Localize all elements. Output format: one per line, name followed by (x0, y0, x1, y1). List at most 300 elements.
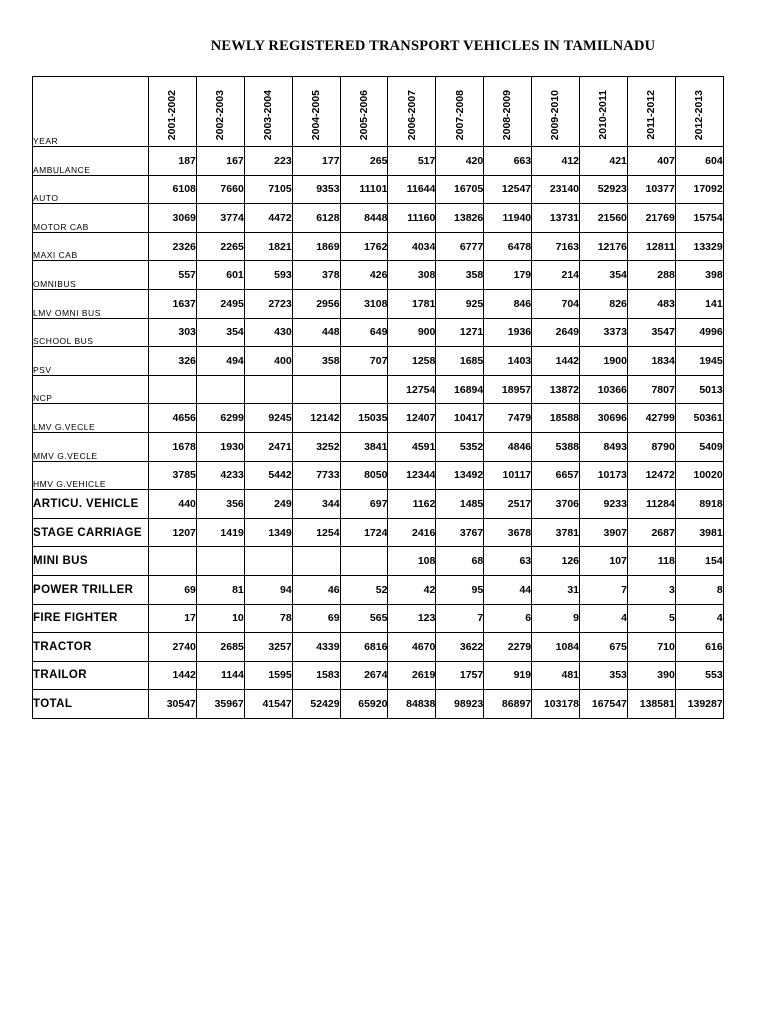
table-cell: 52429 (292, 690, 340, 719)
row-label: AUTO (33, 175, 149, 204)
table-cell: 1583 (292, 661, 340, 690)
table-cell: 107 (580, 547, 628, 576)
table-cell: 353 (580, 661, 628, 690)
year-column-label: 2006-2007 (405, 89, 418, 140)
table-cell (196, 547, 244, 576)
table-cell: 138581 (627, 690, 675, 719)
row-label: TOTAL (33, 690, 149, 719)
table-cell: 4846 (484, 432, 532, 461)
table-cell: 154 (675, 547, 723, 576)
table-cell: 223 (244, 147, 292, 176)
table-cell: 17092 (675, 175, 723, 204)
table-cell: 249 (244, 490, 292, 519)
table-cell: 398 (675, 261, 723, 290)
table-cell: 12811 (627, 232, 675, 261)
table-cell: 10417 (436, 404, 484, 433)
table-cell: 1900 (580, 347, 628, 376)
table-cell: 1781 (388, 289, 436, 318)
table-cell: 2740 (149, 633, 197, 662)
table-cell: 3547 (627, 318, 675, 347)
table-cell: 2517 (484, 490, 532, 519)
table-cell: 5442 (244, 461, 292, 490)
table-row (33, 432, 724, 461)
table-cell: 46 (292, 575, 340, 604)
table-cell: 12547 (484, 175, 532, 204)
table-cell: 16705 (436, 175, 484, 204)
table-cell: 4233 (196, 461, 244, 490)
table-cell: 69 (149, 575, 197, 604)
table-cell: 494 (196, 347, 244, 376)
table-cell: 17 (149, 604, 197, 633)
table-cell: 4472 (244, 204, 292, 233)
table-cell: 3252 (292, 432, 340, 461)
year-column-label: 2007-2008 (453, 89, 466, 140)
table-row (33, 347, 724, 376)
table-cell: 3622 (436, 633, 484, 662)
table-cell: 9245 (244, 404, 292, 433)
table-cell: 5013 (675, 375, 723, 404)
row-label: SCHOOL BUS (33, 318, 149, 347)
table-row (33, 147, 724, 176)
table-cell: 7105 (244, 175, 292, 204)
table-cell: 86897 (484, 690, 532, 719)
table-cell: 2956 (292, 289, 340, 318)
table-cell: 3774 (196, 204, 244, 233)
table-cell: 84838 (388, 690, 436, 719)
table-cell: 3785 (149, 461, 197, 490)
table-cell: 675 (580, 633, 628, 662)
table-cell: 179 (484, 261, 532, 290)
table-cell: 4670 (388, 633, 436, 662)
table-cell: 13492 (436, 461, 484, 490)
table-cell: 52 (340, 575, 388, 604)
table-cell: 42 (388, 575, 436, 604)
table-cell: 7733 (292, 461, 340, 490)
table-row (33, 175, 724, 204)
table-cell: 604 (675, 147, 723, 176)
table-cell: 21769 (627, 204, 675, 233)
table-cell: 3069 (149, 204, 197, 233)
row-label: MOTOR CAB (33, 204, 149, 233)
table-cell: 1821 (244, 232, 292, 261)
table-cell: 707 (340, 347, 388, 376)
table-cell: 601 (196, 261, 244, 290)
table-cell: 2687 (627, 518, 675, 547)
table-cell: 11101 (340, 175, 388, 204)
table-cell: 7479 (484, 404, 532, 433)
row-label: POWER TRILLER (33, 575, 149, 604)
table-cell: 925 (436, 289, 484, 318)
table-cell: 6478 (484, 232, 532, 261)
table-cell: 354 (196, 318, 244, 347)
table-cell: 308 (388, 261, 436, 290)
table-cell: 483 (627, 289, 675, 318)
table-cell (149, 375, 197, 404)
table-cell: 50361 (675, 404, 723, 433)
table-row (33, 261, 724, 290)
table-cell: 7 (580, 575, 628, 604)
table-cell: 1442 (532, 347, 580, 376)
table-cell: 6 (484, 604, 532, 633)
row-label: HMV G.VEHICLE (33, 461, 149, 490)
registration-table (32, 76, 724, 719)
table-cell: 4996 (675, 318, 723, 347)
year-column-label: 2009-2010 (549, 89, 562, 140)
table-cell: 98923 (436, 690, 484, 719)
table-cell: 9 (532, 604, 580, 633)
table-cell: 23140 (532, 175, 580, 204)
table-cell: 1834 (627, 347, 675, 376)
table-cell: 2279 (484, 633, 532, 662)
table-cell: 900 (388, 318, 436, 347)
table-cell: 12142 (292, 404, 340, 433)
table-row (33, 604, 724, 633)
table-cell: 65920 (340, 690, 388, 719)
table-cell: 10117 (484, 461, 532, 490)
table-cell: 326 (149, 347, 197, 376)
table-row (33, 318, 724, 347)
row-label: MAXI CAB (33, 232, 149, 261)
row-label: ARTICU. VEHICLE (33, 490, 149, 519)
year-column-label: 2008-2009 (501, 89, 514, 140)
row-label: TRAILOR (33, 661, 149, 690)
table-cell: 118 (627, 547, 675, 576)
year-column-header (580, 77, 628, 147)
table-cell (292, 375, 340, 404)
table-cell: 18588 (532, 404, 580, 433)
table-cell: 390 (627, 661, 675, 690)
table-cell: 13826 (436, 204, 484, 233)
table-cell: 440 (149, 490, 197, 519)
table-cell: 69 (292, 604, 340, 633)
year-column-label: 2011-2012 (645, 90, 658, 140)
table-cell: 12344 (388, 461, 436, 490)
table-cell: 1678 (149, 432, 197, 461)
table-cell: 41547 (244, 690, 292, 719)
table-cell: 11644 (388, 175, 436, 204)
table-cell: 3373 (580, 318, 628, 347)
table-cell: 42799 (627, 404, 675, 433)
table-cell: 167 (196, 147, 244, 176)
table-cell: 16894 (436, 375, 484, 404)
table-cell: 358 (292, 347, 340, 376)
table-cell (149, 547, 197, 576)
table-cell: 704 (532, 289, 580, 318)
table-cell: 177 (292, 147, 340, 176)
table-cell: 10366 (580, 375, 628, 404)
table-cell: 919 (484, 661, 532, 690)
table-cell: 1685 (436, 347, 484, 376)
year-column-label: 2005-2006 (357, 89, 370, 140)
year-column-label: 2010-2011 (597, 90, 610, 140)
table-cell: 1762 (340, 232, 388, 261)
table-cell: 1595 (244, 661, 292, 690)
table-cell: 4656 (149, 404, 197, 433)
table-cell: 1757 (436, 661, 484, 690)
table-cell: 420 (436, 147, 484, 176)
table-cell: 1271 (436, 318, 484, 347)
table-row (33, 404, 724, 433)
table-cell: 354 (580, 261, 628, 290)
table-cell: 11284 (627, 490, 675, 519)
table-cell: 6816 (340, 633, 388, 662)
table-cell: 6299 (196, 404, 244, 433)
table-cell: 565 (340, 604, 388, 633)
table-cell (244, 547, 292, 576)
table-cell: 12407 (388, 404, 436, 433)
table-cell: 2674 (340, 661, 388, 690)
table-cell: 8790 (627, 432, 675, 461)
table-cell: 3257 (244, 633, 292, 662)
table-cell: 1930 (196, 432, 244, 461)
table-cell: 11940 (484, 204, 532, 233)
row-label: TRACTOR (33, 633, 149, 662)
table-cell: 1869 (292, 232, 340, 261)
table-cell: 126 (532, 547, 580, 576)
table-cell: 3706 (532, 490, 580, 519)
table-cell: 8448 (340, 204, 388, 233)
table-cell: 18957 (484, 375, 532, 404)
table-cell: 265 (340, 147, 388, 176)
table-cell: 1945 (675, 347, 723, 376)
table-cell: 3108 (340, 289, 388, 318)
table-cell: 2649 (532, 318, 580, 347)
year-column-label: 2004-2005 (309, 89, 322, 140)
table-cell: 68 (436, 547, 484, 576)
table-cell: 3781 (532, 518, 580, 547)
year-column-label: 2003-2004 (261, 89, 274, 140)
table-row (33, 633, 724, 662)
table-cell: 593 (244, 261, 292, 290)
table-cell: 407 (627, 147, 675, 176)
table-cell: 2685 (196, 633, 244, 662)
table-cell: 616 (675, 633, 723, 662)
table-cell: 7 (436, 604, 484, 633)
year-column-header (292, 77, 340, 147)
table-cell: 187 (149, 147, 197, 176)
table-cell: 167547 (580, 690, 628, 719)
table-cell: 1254 (292, 518, 340, 547)
table-row (33, 518, 724, 547)
table-cell: 1936 (484, 318, 532, 347)
table-cell: 1162 (388, 490, 436, 519)
table-cell: 5 (627, 604, 675, 633)
row-label: OMNIBUS (33, 261, 149, 290)
year-column-header (149, 77, 197, 147)
table-cell (196, 375, 244, 404)
table-cell: 697 (340, 490, 388, 519)
table-cell: 108 (388, 547, 436, 576)
table-cell: 1419 (196, 518, 244, 547)
table-cell: 663 (484, 147, 532, 176)
table-cell: 6777 (436, 232, 484, 261)
year-column-header (436, 77, 484, 147)
table-cell: 517 (388, 147, 436, 176)
table-cell: 81 (196, 575, 244, 604)
table-cell: 430 (244, 318, 292, 347)
year-column-header (244, 77, 292, 147)
table-cell: 2265 (196, 232, 244, 261)
table-cell: 3907 (580, 518, 628, 547)
table-cell: 30547 (149, 690, 197, 719)
table-cell: 1207 (149, 518, 197, 547)
table-cell: 4034 (388, 232, 436, 261)
table-cell: 8050 (340, 461, 388, 490)
table-cell: 11160 (388, 204, 436, 233)
table-cell: 1258 (388, 347, 436, 376)
table-cell: 1084 (532, 633, 580, 662)
table-cell: 94 (244, 575, 292, 604)
year-column-label: 2002-2003 (214, 89, 227, 140)
table-cell: 426 (340, 261, 388, 290)
table-cell: 1144 (196, 661, 244, 690)
table-cell: 288 (627, 261, 675, 290)
table-cell: 13731 (532, 204, 580, 233)
table-cell: 2495 (196, 289, 244, 318)
table-row (33, 661, 724, 690)
table-row (33, 490, 724, 519)
year-column-header (484, 77, 532, 147)
table-cell: 63 (484, 547, 532, 576)
table-cell: 6108 (149, 175, 197, 204)
table-cell: 7163 (532, 232, 580, 261)
table-cell: 358 (436, 261, 484, 290)
table-cell: 6128 (292, 204, 340, 233)
table-cell: 3767 (436, 518, 484, 547)
table-cell: 52923 (580, 175, 628, 204)
table-cell: 649 (340, 318, 388, 347)
table-cell: 13872 (532, 375, 580, 404)
table-cell: 5388 (532, 432, 580, 461)
table-header-row (33, 77, 724, 147)
year-header-cell: YEAR (33, 77, 149, 147)
table-row (33, 232, 724, 261)
row-label: LMV OMNI BUS (33, 289, 149, 318)
table-cell: 344 (292, 490, 340, 519)
table-cell: 846 (484, 289, 532, 318)
table-cell: 12176 (580, 232, 628, 261)
table-cell: 7660 (196, 175, 244, 204)
table-cell: 8493 (580, 432, 628, 461)
table-cell: 3841 (340, 432, 388, 461)
table-cell: 9233 (580, 490, 628, 519)
table-cell: 3678 (484, 518, 532, 547)
table-cell: 1349 (244, 518, 292, 547)
table-cell: 421 (580, 147, 628, 176)
table-cell: 557 (149, 261, 197, 290)
row-label: AMBULANCE (33, 147, 149, 176)
table-cell: 448 (292, 318, 340, 347)
table-cell: 8 (675, 575, 723, 604)
table-cell: 15035 (340, 404, 388, 433)
table-cell: 3981 (675, 518, 723, 547)
table-cell (340, 375, 388, 404)
table-row (33, 289, 724, 318)
table-cell: 214 (532, 261, 580, 290)
table-cell: 21560 (580, 204, 628, 233)
year-column-header (532, 77, 580, 147)
table-cell: 12754 (388, 375, 436, 404)
row-label: FIRE FIGHTER (33, 604, 149, 633)
table-cell: 13329 (675, 232, 723, 261)
table-cell: 9353 (292, 175, 340, 204)
table-cell: 30696 (580, 404, 628, 433)
table-cell: 10 (196, 604, 244, 633)
table-cell (292, 547, 340, 576)
table-cell: 10377 (627, 175, 675, 204)
table-cell: 10173 (580, 461, 628, 490)
year-column-header (196, 77, 244, 147)
table-row (33, 547, 724, 576)
table-cell: 1403 (484, 347, 532, 376)
row-label: NCP (33, 375, 149, 404)
table-cell: 1442 (149, 661, 197, 690)
table-cell: 356 (196, 490, 244, 519)
table-cell: 4 (580, 604, 628, 633)
table-cell: 378 (292, 261, 340, 290)
row-label: PSV (33, 347, 149, 376)
table-cell: 4 (675, 604, 723, 633)
table-cell: 4591 (388, 432, 436, 461)
table-cell: 103178 (532, 690, 580, 719)
table-cell: 481 (532, 661, 580, 690)
table-cell: 2619 (388, 661, 436, 690)
table-cell: 400 (244, 347, 292, 376)
table-cell: 4339 (292, 633, 340, 662)
table-cell: 31 (532, 575, 580, 604)
table-row (33, 575, 724, 604)
table-cell: 44 (484, 575, 532, 604)
table-cell: 15754 (675, 204, 723, 233)
year-column-header (675, 77, 723, 147)
table-cell: 3 (627, 575, 675, 604)
table-cell: 710 (627, 633, 675, 662)
table-row (33, 375, 724, 404)
table-cell: 8918 (675, 490, 723, 519)
table-cell: 2416 (388, 518, 436, 547)
table-cell: 10020 (675, 461, 723, 490)
table-cell: 139287 (675, 690, 723, 719)
table-cell: 5409 (675, 432, 723, 461)
table-cell: 12472 (627, 461, 675, 490)
table-cell: 1485 (436, 490, 484, 519)
table-cell: 1724 (340, 518, 388, 547)
table-cell: 1637 (149, 289, 197, 318)
table-cell: 553 (675, 661, 723, 690)
year-column-header (627, 77, 675, 147)
document-title: NEWLY REGISTERED TRANSPORT VEHICLES IN TAMILNADU (210, 38, 656, 54)
table-cell: 5352 (436, 432, 484, 461)
row-label: MINI BUS (33, 547, 149, 576)
table-row (33, 461, 724, 490)
table-cell: 826 (580, 289, 628, 318)
table-cell: 95 (436, 575, 484, 604)
year-column-label: 2012-2013 (692, 89, 705, 140)
year-column-header (388, 77, 436, 147)
table-row (33, 204, 724, 233)
table-cell (244, 375, 292, 404)
row-label: LMV G.VECLE (33, 404, 149, 433)
row-label: STAGE CARRIAGE (33, 518, 149, 547)
table-cell: 2723 (244, 289, 292, 318)
row-label: MMV G.VECLE (33, 432, 149, 461)
year-column-header (340, 77, 388, 147)
year-column-label: 2001-2002 (166, 89, 179, 140)
table-cell: 303 (149, 318, 197, 347)
table-cell: 2471 (244, 432, 292, 461)
table-cell: 35967 (196, 690, 244, 719)
table-cell: 2326 (149, 232, 197, 261)
